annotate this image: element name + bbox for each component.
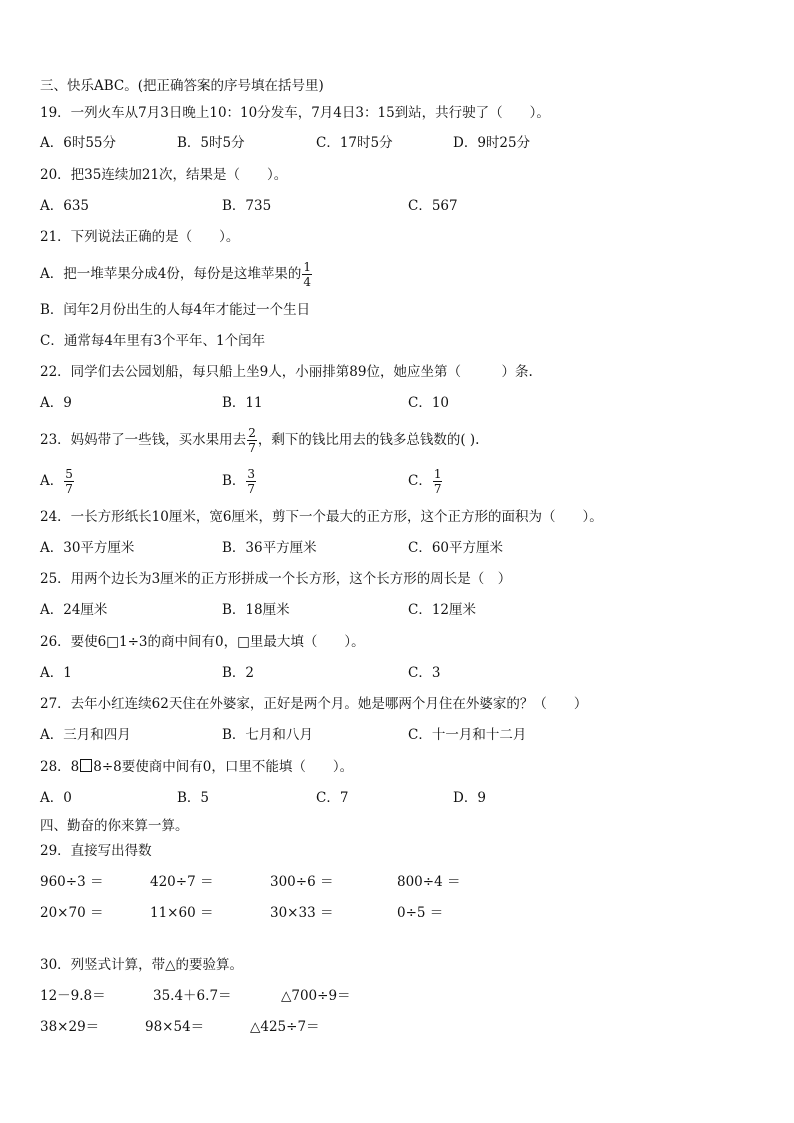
q21-option-a[interactable] — [40, 256, 313, 292]
fraction-denominator: 4 — [303, 274, 311, 289]
q24-option-b[interactable]: B．36平方厘米 — [222, 540, 317, 556]
fraction-numerator: 1 — [303, 259, 311, 274]
q30-item-1: 12－9.8＝ — [40, 988, 106, 1004]
fraction-numerator: 3 — [247, 466, 256, 481]
q19-option-b[interactable]: B．5时5分 — [177, 135, 245, 151]
q26-option-c[interactable]: C．3 — [408, 665, 441, 681]
q29-item-1: 960÷3 ＝ — [40, 874, 104, 890]
q28-text-after: 8÷8要使商中间有0，口里不能填（ ）。 — [93, 759, 354, 775]
q21-option-a-fraction — [302, 261, 312, 288]
q28-text-before: 28．8 — [40, 759, 80, 775]
q21-option-c[interactable]: C．通常每4年里有3个平年、1个闰年 — [40, 333, 266, 349]
q29-item-7: 30×33 ＝ — [270, 905, 334, 921]
q27-option-b[interactable]: B．七月和八月 — [222, 727, 313, 743]
question-23 — [40, 422, 479, 458]
q23-option-c[interactable] — [408, 464, 443, 498]
option-label: A． — [40, 473, 64, 489]
blank-box — [80, 759, 92, 772]
q20-option-c[interactable]: C．567 — [408, 198, 458, 214]
option-label: C． — [408, 473, 432, 489]
q20-option-a[interactable]: A．635 — [40, 198, 90, 214]
q28-option-d[interactable]: D．9 — [453, 790, 486, 806]
q29-item-2: 420÷7 ＝ — [150, 874, 214, 890]
option-label: B． — [222, 473, 246, 489]
q30-item-5: 98×54＝ — [145, 1019, 205, 1035]
q24-option-a[interactable]: A．30平方厘米 — [40, 540, 135, 556]
question-25: 25．用两个边长为3厘米的正方形拼成一个长方形，这个长方形的周长是（ ） — [40, 571, 512, 587]
q23-text-after: ，剩下的钱比用去的钱多总钱数的( ). — [257, 432, 480, 448]
q29-item-8: 0÷5 ＝ — [397, 905, 444, 921]
section-3-title: 三、快乐ABC。(把正确答案的序号填在括号里) — [40, 78, 324, 94]
q21-option-a-text: A．把一堆苹果分成4份，每份是这堆苹果的 — [40, 266, 302, 282]
q30-item-3: △700÷9＝ — [281, 988, 351, 1004]
question-19: 19．一列火车从7月3日晚上10：10分发车，7月4日3：15到站，共行驶了（ ）。 — [40, 105, 550, 121]
q29-item-4: 800÷4 ＝ — [397, 874, 461, 890]
question-20: 20．把35连续加21次，结果是（ ）。 — [40, 167, 288, 183]
fraction-denominator: 7 — [247, 481, 256, 496]
q19-option-a[interactable]: A．6时55分 — [40, 135, 117, 151]
q25-option-a[interactable]: A．24厘米 — [40, 602, 108, 618]
q25-option-b[interactable]: B．18厘米 — [222, 602, 290, 618]
q27-option-a[interactable]: A．三月和四月 — [40, 727, 131, 743]
fraction-denominator: 7 — [433, 481, 442, 496]
section-4-title: 四、勤奋的你来算一算。 — [40, 818, 189, 834]
question-28 — [40, 758, 353, 776]
q22-option-a[interactable]: A．9 — [40, 395, 72, 411]
question-22: 22．同学们去公园划船，每只船上坐9人，小丽排第89位，她应坐第（ ）条. — [40, 364, 533, 380]
q30-item-2: 35.4＋6.7＝ — [153, 988, 232, 1004]
q25-option-c[interactable]: C．12厘米 — [408, 602, 477, 618]
q24-option-c[interactable]: C．60平方厘米 — [408, 540, 504, 556]
q23-option-b-fraction — [246, 468, 256, 495]
q30-item-6: △425÷7＝ — [250, 1019, 320, 1035]
q29-item-6: 11×60 ＝ — [150, 905, 214, 921]
question-24: 24．一长方形纸长10厘米，宽6厘米，剪下一个最大的正方形，这个正方形的面积为（ ）。 — [40, 509, 603, 525]
question-30: 30．列竖式计算，带△的要验算。 — [40, 957, 244, 973]
q19-option-c[interactable]: C．17时5分 — [316, 135, 393, 151]
q28-option-a[interactable]: A．0 — [40, 790, 72, 806]
q22-option-c[interactable]: C．10 — [408, 395, 450, 411]
fraction-denominator: 7 — [248, 440, 256, 455]
q29-item-5: 20×70 ＝ — [40, 905, 104, 921]
q22-option-b[interactable]: B．11 — [222, 395, 263, 411]
q23-option-a-fraction — [64, 468, 74, 495]
q26-option-b[interactable]: B．2 — [222, 665, 255, 681]
q28-option-c[interactable]: C．7 — [316, 790, 349, 806]
question-29: 29．直接写出得数 — [40, 843, 152, 859]
q23-option-c-fraction — [433, 468, 443, 495]
q27-option-c[interactable]: C．十一月和十二月 — [408, 727, 527, 743]
q23-option-b[interactable] — [222, 464, 257, 498]
q23-fraction — [247, 427, 257, 454]
q20-option-b[interactable]: B．735 — [222, 198, 272, 214]
q23-text-before: 23．妈妈带了一些钱，买水果用去 — [40, 432, 247, 448]
q23-option-a[interactable] — [40, 464, 75, 498]
question-27: 27．去年小红连续62天住在外婆家，正好是两个月。她是哪两个月住在外婆家的？（ ） — [40, 696, 588, 712]
fraction-numerator: 2 — [248, 425, 256, 440]
q21-option-b[interactable]: B．闰年2月份出生的人每4年才能过一个生日 — [40, 302, 311, 318]
fraction-numerator: 5 — [65, 466, 73, 481]
fraction-denominator: 7 — [65, 481, 73, 496]
q28-option-b[interactable]: B．5 — [177, 790, 210, 806]
fraction-numerator: 1 — [433, 466, 442, 481]
q26-option-a[interactable]: A．1 — [40, 665, 72, 681]
question-21: 21．下列说法正确的是（ ）。 — [40, 229, 240, 245]
question-26: 26．要使6□1÷3的商中间有0，□里最大填（ ）。 — [40, 634, 365, 650]
q29-item-3: 300÷6 ＝ — [270, 874, 334, 890]
q19-option-d[interactable]: D．9时25分 — [453, 135, 531, 151]
q30-item-4: 38×29＝ — [40, 1019, 100, 1035]
